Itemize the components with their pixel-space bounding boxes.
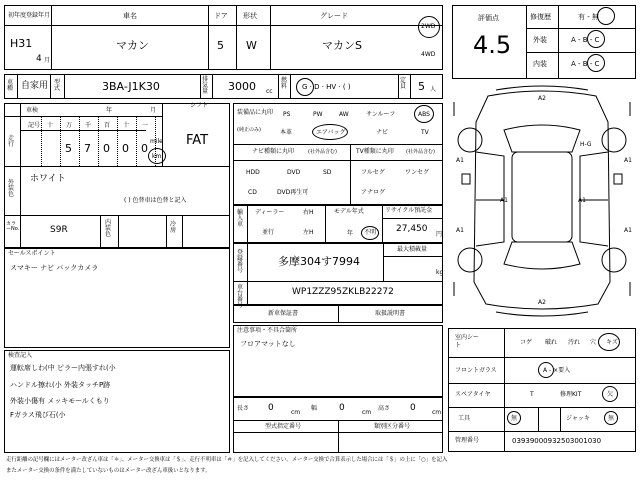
exterior-b-circle bbox=[587, 30, 605, 48]
model-year-unit: 年 bbox=[347, 230, 354, 237]
use: 自家用 bbox=[21, 81, 49, 91]
import-left: 左H bbox=[303, 229, 314, 236]
footer-line-1: 走行距離の記号欄にはメーター改ざん車は「＊」、メーター交換車は「＄」、走行不明車は「＃」を記入してください。メーター交換で合算表示した場合には「＄」の上に「○」を記入 bbox=[6, 457, 448, 463]
vin-label: 車台番号 bbox=[237, 284, 244, 309]
inspector-notes-label: 検査記入 bbox=[8, 352, 33, 359]
selling-points-box bbox=[4, 248, 230, 348]
recycle-yen: 円 bbox=[436, 231, 443, 238]
first-reg-era-year: H31 bbox=[10, 37, 33, 50]
mileage-digit-header: 百 bbox=[104, 122, 111, 129]
inspection-label: 車検 bbox=[26, 107, 39, 114]
mileage-digit-header: 千 bbox=[85, 122, 92, 129]
tv-type-label: TV種類に丸印 bbox=[356, 148, 394, 155]
fuel-options: G · D · HV · ( ) bbox=[302, 83, 351, 91]
car-name-label: 車名 bbox=[123, 12, 137, 20]
diagram-damage-label: H-G bbox=[580, 141, 592, 148]
diagram-damage-label: A1 bbox=[578, 197, 586, 204]
diagram-damage-label: A2 bbox=[538, 95, 546, 102]
exterior-options: A - B - C bbox=[571, 36, 600, 44]
inspector-note-4: Fガラス飛び石(小 bbox=[10, 411, 66, 419]
mileage-digit: 0 bbox=[141, 142, 148, 155]
inspection-month-label: 月 bbox=[150, 107, 157, 114]
mileage-digit: 5 bbox=[65, 142, 72, 155]
model: 3BA-J1K30 bbox=[102, 80, 160, 93]
seat-scratch-circle bbox=[598, 333, 620, 351]
drive-4wd: 4WD bbox=[421, 51, 436, 58]
grade-label: グレード bbox=[320, 12, 348, 20]
doors-label: ドア bbox=[214, 12, 228, 20]
tv-fullseg: フルセグ bbox=[361, 169, 385, 176]
mgmt-no: 03939000932503001030 bbox=[512, 437, 602, 445]
cooling-label: 冷房 bbox=[170, 221, 177, 234]
plate: 多摩304す7994 bbox=[278, 255, 360, 268]
width-label: 幅 bbox=[311, 405, 318, 412]
class-number-label: 類別区分番号 bbox=[374, 423, 411, 430]
equip-aw: AW bbox=[339, 111, 349, 118]
length-cm: cm bbox=[291, 409, 301, 416]
model-label: 型式 bbox=[54, 79, 61, 92]
navi-type-label: ナビ種類に丸印 bbox=[252, 148, 295, 155]
car-name: マカン bbox=[116, 39, 149, 52]
seat-label: 室内シート bbox=[455, 334, 480, 350]
caution-label: 注意事項・不具合箇所 bbox=[237, 327, 298, 334]
score-value: 4.5 bbox=[473, 31, 512, 59]
first-reg-month: 4 bbox=[36, 54, 42, 64]
repair-label: 修復歴 bbox=[530, 13, 551, 21]
equipment-sublabel: (純正のみ) bbox=[237, 127, 261, 133]
length: 0 bbox=[268, 403, 274, 413]
shift-label: シフト bbox=[190, 102, 209, 109]
mileage-digit-header: 一 bbox=[142, 122, 149, 129]
equip-leather: 本革 bbox=[280, 129, 293, 136]
inspector-note-1: 運転席しわ(中 ピラー内張すれ(小 bbox=[10, 364, 116, 372]
exterior-label: 外装 bbox=[533, 36, 547, 44]
equipment-label: 装備品に丸印 bbox=[237, 109, 274, 116]
import-dealer: ディーラー bbox=[255, 209, 285, 216]
interior-label: 内装 bbox=[533, 60, 547, 68]
color-label: 外装色 bbox=[8, 179, 15, 198]
mileage-digit-header: 万 bbox=[66, 122, 73, 129]
capacity-unit: 人 bbox=[430, 86, 437, 93]
diagram-damage-label: A1 bbox=[456, 227, 464, 234]
recycle-label: リサイクル預託金 bbox=[385, 207, 433, 214]
mileage-digit: 7 bbox=[84, 142, 91, 155]
selling-points-text: スマキー ナビ バックカメラ bbox=[10, 264, 99, 272]
equip-sunroof: サンルーフ bbox=[366, 111, 396, 118]
length-label: 長さ bbox=[237, 405, 250, 412]
cc-unit: cc bbox=[266, 88, 273, 95]
recycle-amount: 27,450 bbox=[396, 224, 428, 234]
front-glass-options: A - ×要入 bbox=[543, 367, 571, 374]
import-parallel: 並行 bbox=[262, 229, 275, 236]
vin: WP1ZZZ95ZKLB22272 bbox=[292, 287, 394, 297]
mileage-digit-header: 十 bbox=[123, 122, 130, 129]
footer-line-2: またメーター交換の条件を満たしていないものはメーター改ざん車扱いとなります。 bbox=[6, 468, 211, 474]
jack-label: ジャッキ bbox=[566, 415, 590, 422]
mileage-digit-header: 十 bbox=[47, 122, 54, 129]
equip-airbag: エアバッグ bbox=[316, 129, 346, 136]
navi-cd: CD bbox=[248, 189, 257, 196]
color-value: ホワイト bbox=[30, 174, 66, 184]
model-year-unknown: 不明 bbox=[364, 229, 377, 236]
car-diagram bbox=[448, 82, 636, 320]
inspector-note-2: ハンドル擦れ(小 外装タッチP跡 bbox=[10, 381, 111, 389]
spec-row-box bbox=[4, 74, 443, 99]
mileage-label: 走行 bbox=[8, 135, 15, 148]
tools-label: 工具 bbox=[458, 415, 471, 422]
unit-mile: mile bbox=[150, 138, 163, 145]
color-no-label: カラーNo. bbox=[6, 221, 20, 232]
doors: 5 bbox=[217, 39, 224, 52]
color-note: ( ) 色替車は色替と記入 bbox=[124, 197, 187, 204]
diagram-damage-label: A1 bbox=[456, 157, 464, 164]
height-label: 高さ bbox=[378, 405, 391, 412]
new-warranty: 新車保証書 bbox=[268, 310, 299, 317]
tv-analog: アナログ bbox=[361, 189, 386, 196]
model-year-label: モデル年式 bbox=[334, 208, 364, 215]
shift: FAT bbox=[186, 133, 209, 148]
max-load-label: 最大積載量 bbox=[397, 246, 428, 253]
spare-tire-label: スペアタイヤ bbox=[455, 391, 491, 398]
navi-hdd: HDD bbox=[246, 169, 260, 176]
interior-options: A - B - C bbox=[571, 60, 600, 68]
equip-ps: PS bbox=[283, 111, 291, 118]
equip-tv: TV bbox=[421, 129, 429, 136]
import-label: 輸入車 bbox=[237, 209, 244, 228]
front-glass-label: フロントガラス bbox=[455, 367, 497, 374]
caution-text: フロアマットなし bbox=[240, 340, 296, 348]
tv-oneseg: ワンセグ bbox=[405, 169, 430, 176]
repair-none-circle bbox=[597, 7, 615, 25]
diagram-damage-label: A2 bbox=[538, 299, 546, 306]
diagram-damage-label: A1 bbox=[624, 227, 632, 234]
fuel-label: 燃料 bbox=[281, 77, 288, 90]
inspection-year-label: 年 bbox=[106, 107, 113, 114]
seat-option: 汚れ bbox=[568, 339, 581, 346]
mileage-digit-header: 記号 bbox=[28, 122, 41, 129]
navi-type-sub: (社外品含む) bbox=[308, 149, 337, 155]
displacement-label: 排気量 bbox=[202, 76, 209, 95]
diagram-damage-label: A1 bbox=[500, 197, 508, 204]
capacity: 5 bbox=[418, 80, 425, 93]
height-cm: cm bbox=[432, 409, 442, 416]
drive-2wd: 2WD bbox=[421, 23, 436, 30]
navi-dvd-play: DVD再生可 bbox=[277, 189, 309, 196]
import-right: 右H bbox=[303, 209, 314, 216]
unit-km: km bbox=[152, 153, 162, 160]
score-label: 評価点 bbox=[478, 14, 499, 22]
displacement: 3000 bbox=[228, 80, 256, 93]
seat-option: 破れ bbox=[545, 339, 558, 346]
equip-navi: ナビ bbox=[376, 129, 389, 136]
mileage-digit: 0 bbox=[122, 142, 129, 155]
navi-sd: SD bbox=[323, 169, 332, 176]
height: 0 bbox=[410, 403, 416, 413]
inspector-note-3: 外装小傷有 メッキモールくもり bbox=[10, 397, 110, 405]
type-designation-label: 型式指定番号 bbox=[265, 423, 302, 430]
seat-option: 穴 bbox=[590, 339, 597, 346]
spare-t: T bbox=[530, 391, 534, 398]
tv-type-sub: (社外品含む) bbox=[406, 149, 435, 155]
width-cm: cm bbox=[362, 409, 372, 416]
repair-options: 有 - 無 bbox=[578, 13, 599, 21]
spare-missing: 欠 bbox=[607, 391, 614, 398]
mileage-digit: 0 bbox=[103, 142, 110, 155]
seat-option: キズ bbox=[606, 339, 618, 346]
mgmt-label: 管理番号 bbox=[455, 437, 480, 444]
spare-kit: 修理KIT bbox=[560, 391, 582, 398]
navi-dvd: DVD bbox=[287, 169, 301, 176]
manual: 取扱説明書 bbox=[375, 310, 406, 317]
diagram-damage-label: A1 bbox=[624, 157, 632, 164]
plate-label: 登録番号 bbox=[237, 249, 244, 274]
jack-value: 無 bbox=[608, 415, 615, 422]
seat-option: コゲ bbox=[520, 339, 533, 346]
capacity-label: 定員 bbox=[400, 77, 407, 90]
shape: W bbox=[246, 39, 257, 52]
selling-points-label: セールスポイント bbox=[8, 250, 56, 257]
use-label: 車種 bbox=[7, 79, 14, 92]
month-unit: 月 bbox=[44, 57, 51, 64]
interior-b-circle bbox=[587, 54, 605, 72]
tools-value: 無 bbox=[511, 415, 518, 422]
shape-label: 形状 bbox=[243, 12, 257, 20]
grade: マカンS bbox=[322, 39, 362, 52]
caution-box bbox=[233, 325, 443, 397]
max-load-kg: kg bbox=[436, 269, 444, 276]
interior-color-label: 内装色 bbox=[105, 219, 112, 238]
color-no: S9R bbox=[50, 225, 68, 235]
car-diagram-svg bbox=[448, 82, 636, 320]
first-reg-label: 初年度登録年月 bbox=[8, 12, 51, 19]
equip-abs: ABS bbox=[418, 111, 430, 118]
width: 0 bbox=[339, 403, 345, 413]
equip-pw: PW bbox=[313, 111, 323, 118]
